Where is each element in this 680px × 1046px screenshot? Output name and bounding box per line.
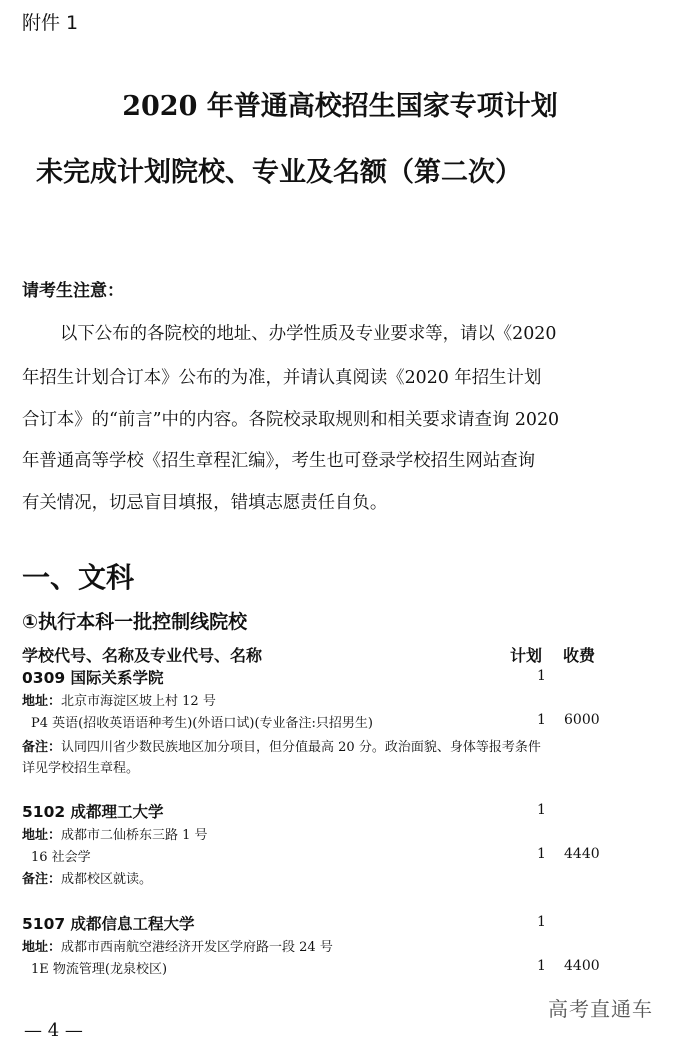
column-header-school: 学校代号、名称及专业代号、名称 <box>22 646 263 665</box>
major-fee: 4400 <box>564 958 600 974</box>
notice-line: 合订本》的“前言”中的内容。各院校录取规则和相关要求请查询 2020 <box>22 410 560 430</box>
school-address: 地址：成都市二仙桥东三路 1 号 <box>22 828 208 843</box>
notice-heading: 请考生注意： <box>22 281 124 301</box>
notice-line: 有关情况，切忌盲目填报，错填志愿责任自负。 <box>22 493 388 513</box>
school-note: 备注：认同四川省少数民族地区加分项目，但分值最高 20 分。政治面貌、身体等报考条件 <box>22 740 541 755</box>
major-plan: 1 <box>537 958 546 974</box>
school-name: 0309 国际关系学院 <box>22 669 164 687</box>
section-heading: 一、文科 <box>22 561 135 594</box>
document-title-line2: 未完成计划院校、专业及名额（第二次） <box>36 157 522 188</box>
column-header-fee: 收费 <box>563 646 596 665</box>
major-name: P4 英语(招收英语语种考生)(外语口试)(专业备注:只招男生) <box>31 716 373 731</box>
column-header-plan: 计划 <box>510 646 543 665</box>
major-fee: 6000 <box>564 712 600 728</box>
school-note: 备注：成都校区就读。 <box>22 872 153 887</box>
notice-line: 以下公布的各院校的地址、办学性质及专业要求等，请以《2020 <box>60 324 557 344</box>
page-number: — 4 — <box>24 1020 83 1041</box>
notice-line: 年普通高等学校《招生章程汇编》，考生也可登录学校招生网站查询 <box>22 451 536 471</box>
school-name: 5102 成都理工大学 <box>22 803 164 821</box>
watermark: 高考直通车 <box>548 997 653 1021</box>
attachment-label: 附件 1 <box>22 12 79 34</box>
school-note-continued: 详见学校招生章程。 <box>22 761 140 776</box>
school-plan: 1 <box>537 802 546 818</box>
major-name: 1E 物流管理(龙泉校区) <box>31 962 168 977</box>
major-name: 16 社会学 <box>31 850 91 865</box>
major-plan: 1 <box>537 846 546 862</box>
major-plan: 1 <box>537 712 546 728</box>
subsection-heading: ①执行本科一批控制线院校 <box>22 611 248 633</box>
major-fee: 4440 <box>564 846 600 862</box>
school-plan: 1 <box>537 668 546 684</box>
school-address: 地址：成都市西南航空港经济开发区学府路一段 24 号 <box>22 940 333 955</box>
school-address: 地址：北京市海淀区坡上村 12 号 <box>22 694 216 709</box>
school-plan: 1 <box>537 914 546 930</box>
school-name: 5107 成都信息工程大学 <box>22 915 195 933</box>
document-title-line1: 2020 年普通高校招生国家专项计划 <box>122 91 558 122</box>
notice-line: 年招生计划合订本》公布的为准，并请认真阅读《2020 年招生计划 <box>22 368 542 388</box>
